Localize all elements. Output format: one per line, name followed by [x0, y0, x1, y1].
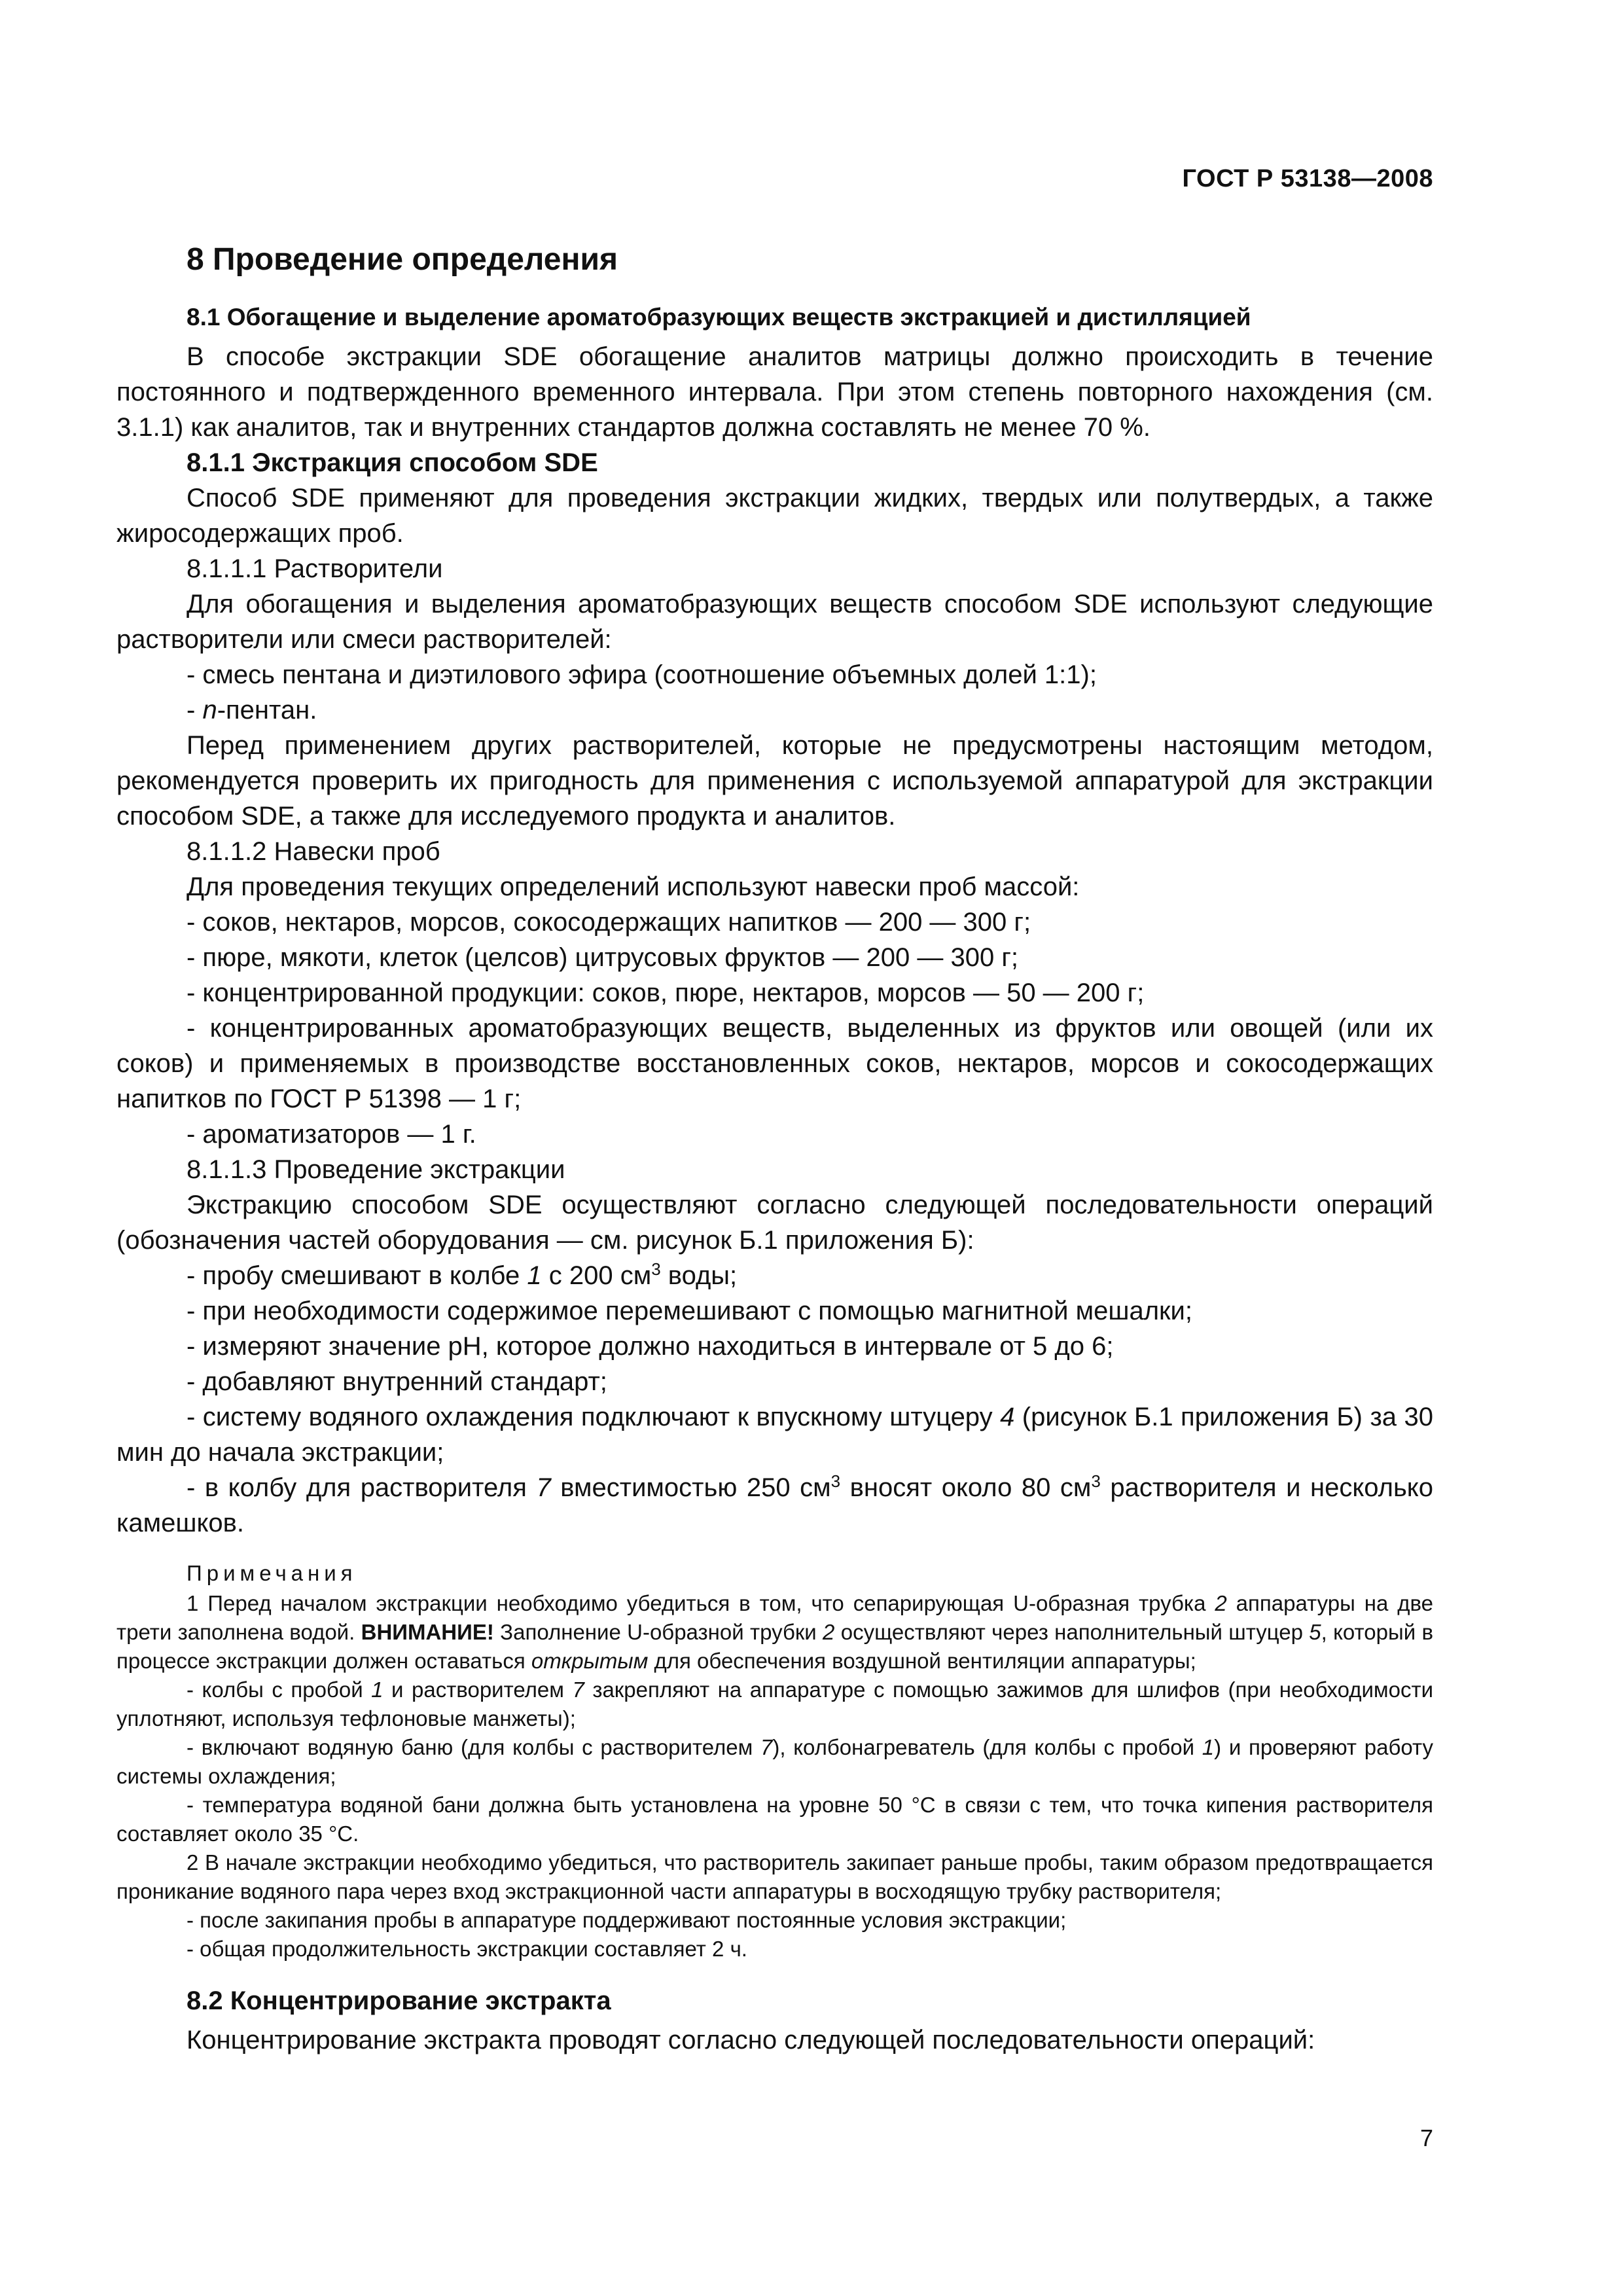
notes-title: Примечания	[187, 1560, 357, 1585]
extraction-step: - пробу смешивают в колбе 1 с 200 $см^3$ воды;	[187, 1259, 738, 1290]
chapter-title: 8 Проведение определения	[187, 242, 618, 277]
solvents-note-paragraph: Перед применением других растворителей, которые не предусмотрены настоящим методом, рекомендуется проверить их пригодность для применения с используемой аппаратурой для экстракции способом SDE, а также для исследуемого продукта и аналитов.	[116, 730, 1433, 831]
section-8-1-1-2-heading: 8.1.1.2 Навески проб	[187, 836, 440, 866]
sample-weight-item: - концентрированных ароматобразующих веществ, выделенных из фруктов или овощей (или их соков) и применяемых в производстве восстановленных соков, нектаров, морсов и сокосодержащих напитков по ГОСТ Р 51398 — 1 г;	[116, 1013, 1433, 1113]
extraction-step: - добавляют внутренний стандарт;	[187, 1367, 607, 1396]
section-8-2-heading: 8.2 Концентрирование экстракта	[187, 1986, 611, 2015]
section-8-1-1-3-heading: 8.1.1.3 Проведение экстракции	[187, 1155, 565, 1184]
sample-weights-intro: Для проведения текущих определений используют навески проб массой:	[187, 872, 1080, 901]
notes-block	[116, 1559, 1433, 1964]
sample-weight-item: - ароматизаторов — 1 г.	[187, 1119, 476, 1149]
extraction-step: - при необходимости содержимое перемешивают с помощью магнитной мешалки;	[187, 1296, 1193, 1325]
page-content	[116, 241, 1433, 2058]
extraction-step: - систему водяного охлаждения подключают к впускному штуцеру 4 (рисунок Б.1 приложения Б) за 30 мин до начала экстракции;	[116, 1402, 1433, 1467]
section-8-1-paragraph: В способе экстракции SDE обогащение аналитов матрицы должно происходить в течение постоянного и подтвержденного временного интервала. При этом степень повторного нахождения (см. 3.1.1) как аналитов, так и внутренних стандартов должна составлять не менее 70 %.	[116, 342, 1433, 442]
section-8-1-1-1-heading: 8.1.1.1 Растворители	[187, 554, 443, 583]
section-8-1-1-paragraph: Способ SDE применяют для проведения экстракции жидких, твердых или полутвердых, а также жиросодержащих проб.	[116, 483, 1433, 548]
standard-number: ГОСТ Р 53138—2008	[1182, 165, 1433, 192]
page-number: 7	[1419, 2125, 1433, 2151]
sample-weight-item: - соков, нектаров, морсов, сокосодержащих напитков — 200 — 300 г;	[187, 907, 1031, 937]
note-1: 1 Перед началом экстракции необходимо убедиться в том, что сепарирующая U-образная трубка 2 аппаратуры на две трети заполнена водой. ВНИМАНИЕ! Заполнение U-образной трубки 2 осуществляют через наполнительный штуцер 5, который в процессе экстракции должен оставаться открытым для обеспечения воздушной вентиляции аппаратуры;	[116, 1590, 1434, 1673]
note-2: 2 В начале экстракции необходимо убедиться, что растворитель закипает раньше пробы, таким образом предотвращается проникание водяного пара через вход экстракционной части аппаратуры в восходящую трубку растворителя;	[116, 1850, 1433, 1903]
note-2-item: - после закипания пробы в аппаратуре поддерживают постоянные условия экстракции;	[187, 1907, 1067, 1932]
extraction-step: - в колбу для растворителя 7 вместимостью 250 $см^3$ вносят около 80 $см^3$ растворителя и несколько камешков.	[116, 1471, 1434, 1537]
solvents-intro: Для обогащения и выделения ароматобразующих веществ способом SDE используют следующие растворители или смеси растворителей:	[116, 589, 1433, 654]
solvent-item: - n-пентан.	[187, 695, 317, 725]
sample-weight-item: - пюре, мякоти, клеток (целсов) цитрусовых фруктов — 200 — 300 г;	[187, 942, 1019, 972]
note-1-item: - температура водяной бани должна быть установлена на уровне 50 °С в связи с тем, что точка кипения растворителя составляет около 35 °С.	[116, 1792, 1433, 1846]
note-2-item: - общая продолжительность экстракции составляет 2 ч.	[187, 1936, 747, 1961]
extraction-step: - измеряют значение pH, которое должно находиться в интервале от 5 до 6;	[187, 1331, 1114, 1361]
section-8-2-paragraph: Концентрирование экстракта проводят согласно следующей последовательности операций:	[187, 2025, 1315, 2054]
note-1-item: - включают водяную баню (для колбы с растворителем 7), колбонагреватель (для колбы с пробой 1) и проверяют работу системы охлаждения;	[116, 1734, 1433, 1788]
section-8-1-heading: 8.1 Обогащение и выделение ароматобразующих веществ экстракцией и дистилляцией	[187, 303, 1251, 331]
note-1-item: - колбы с пробой 1 и растворителем 7 закрепляют на аппаратуре с помощью зажимов для шлифов (при необходимости уплотняют, используя тефлоновые манжеты);	[116, 1677, 1434, 1731]
solvent-item: - смесь пентана и диэтилового эфира (соотношение объемных долей 1:1);	[187, 660, 1097, 689]
section-8-1-1-heading: 8.1.1 Экстракция способом SDE	[187, 448, 598, 477]
extraction-intro: Экстракцию способом SDE осуществляют согласно следующей последовательности операций (обозначения частей оборудования — см. рисунок Б.1 приложения Б):	[116, 1190, 1433, 1255]
sample-weight-item: - концентрированной продукции: соков, пюре, нектаров, морсов — 50 — 200 г;	[187, 978, 1145, 1007]
